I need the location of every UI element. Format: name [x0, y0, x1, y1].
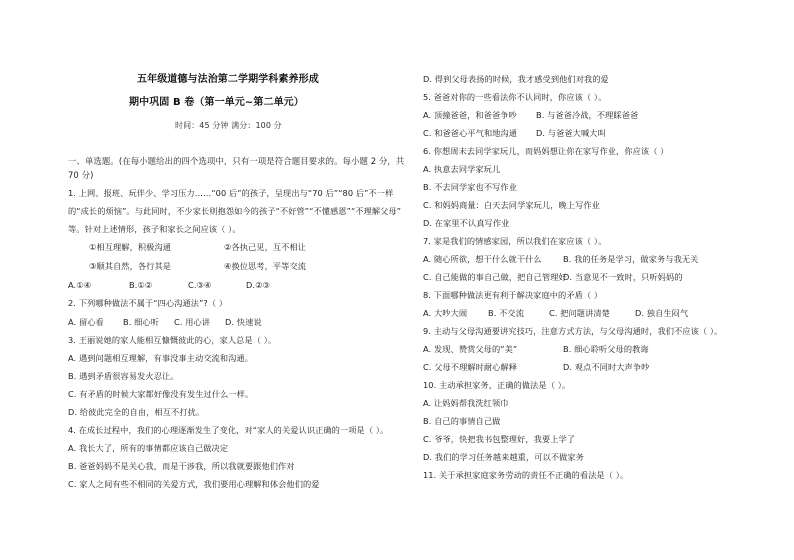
q1-option-c: C.③④	[188, 280, 212, 290]
q5-option-a: A. 顶撞爸爸，和爸爸争吵	[423, 110, 517, 120]
q3-stem: 3. 王丽说她的家人能相互慷慨彼此的心，家人总是（ ）。	[68, 335, 277, 345]
q7-stem: 7. 家是我们的情感家园，所以我们在家应该（ ）。	[423, 236, 607, 246]
q1-option-b: B.①②	[129, 280, 153, 290]
q6-option-c: C. 和妈妈商量：白天去同学家玩儿，晚上写作业	[423, 200, 600, 210]
q1-statement-3: ③顺其自然，各行其是	[89, 261, 172, 271]
q3-option-a: A. 遇到问题相互理解，有事没事主动交流和沟通。	[68, 353, 253, 363]
q2-option-d: D. 快速说	[225, 317, 262, 327]
q1-option-d: D.②③	[246, 280, 270, 290]
q10-stem: 10. 主动承担家务，正确的做法是（ ）。	[423, 380, 571, 390]
q3-option-d: D. 给彼此完全的自由，相互不打扰。	[68, 407, 205, 417]
q10-option-c: C. 爷爷，快把我书包整理好，我要上学了	[423, 434, 576, 444]
q6-option-a: A. 执意去同学家玩儿	[423, 164, 501, 174]
exam-title-line1: 五年级道德与法治第二学期学科素养形成	[137, 74, 319, 85]
q3-option-c: C. 有矛盾的时候大家都好像没有发生过什么一样。	[68, 389, 254, 399]
q11-stem: 11. 关于承担家庭家务劳动的责任不正确的看法是（ ）。	[423, 470, 629, 480]
q9-option-a: A. 发现、赞赏父母的“美”	[423, 344, 518, 354]
q8-option-c: C. 把问题讲清楚	[549, 308, 610, 318]
q5-option-b: B. 与爸爸冷战，不理睬爸爸	[536, 110, 639, 120]
q7-option-b: B. 我的任务是学习，做家务与我无关	[563, 254, 699, 264]
q8-option-a: A. 大吵大闹	[423, 308, 468, 318]
q1-option-a: A.①④	[68, 280, 92, 290]
section-heading: 一、单选题。(在每小题给出的四个选项中，只有一项是符合题目要求的。每小题 2 分，共	[68, 156, 405, 166]
q9-option-c: C. 父母不理解时耐心解释	[423, 362, 518, 372]
q9-stem: 9. 主动与父母沟通要讲究技巧，注意方式方法，与父母沟通时，我们不应该（ ）。	[423, 326, 723, 336]
q9-option-b: B. 细心聆听父母的教诲	[563, 344, 649, 354]
q8-option-d: D. 独自生闷气	[635, 308, 689, 318]
exam-meta: 时间：45 分钟 满分：100 分	[175, 121, 282, 130]
q4-option-d: D. 得到父母表扬的时候，我才感受到他们对我的爱	[423, 74, 609, 84]
q6-option-b: B. 不去同学家也不写作业	[423, 182, 517, 192]
q3-option-b: B. 遇到矛盾很容易发火忍让。	[68, 371, 179, 381]
q1-stem-line3: 等。针对上述情形，孩子和家长之间应该（ ）。	[68, 224, 241, 234]
q10-option-d: D. 我们的学习任务越来越重，可以不做家务	[423, 452, 584, 462]
q7-option-c: C. 自己能做的事自己做，把自己管理好	[423, 272, 567, 282]
q10-option-a: A. 让妈妈帮我洗红领巾	[423, 398, 509, 408]
q2-option-c: C. 用心讲	[174, 317, 211, 327]
q4-stem: 4. 在成长过程中，我们的心理逐渐发生了变化，对“家人的关爱认识正确的一项是（ ）。	[68, 425, 389, 435]
q1-stem-line1: 1. 上网、报班、玩伴少、学习压力……“00 后”的孩子，呈现出与“70 后”“80 后”不一样	[68, 188, 394, 198]
q10-option-b: B. 自己的事情自己做	[423, 416, 501, 426]
q9-option-d: D. 观点不同时大声争吵	[563, 362, 650, 372]
section-heading-cont: 70 分)	[68, 170, 94, 180]
q4-option-b: B. 爸爸妈妈不是关心我，而是干涉我，所以我就要跟他们作对	[68, 461, 295, 471]
q4-option-c: C. 家人之间有些不相同的关爱方式，我们要用心理解和体会他们的爱	[68, 479, 320, 489]
q1-statement-1: ①相互理解，积极沟通	[89, 242, 172, 252]
q1-stem-line2: 的“成长的烦恼”。与此同时，不少家长则抱怨如今的孩子“不好管”“不懂感恩”“不理解父母”	[68, 206, 402, 216]
q8-stem: 8. 下面哪种做法更有利于解决家庭中的矛盾（ ）	[423, 290, 603, 300]
q5-option-d: D. 与爸爸大喊大叫	[536, 128, 606, 138]
q5-option-c: C. 和爸爸心平气和地沟通	[423, 128, 518, 138]
exam-title-line2: 期中巩固 B 卷（第一单元~第二单元）	[129, 97, 304, 108]
q1-statement-4: ④换位思考，平等交流	[224, 261, 307, 271]
q7-option-a: A. 随心所欲，想干什么就干什么	[423, 254, 542, 264]
q7-option-d: D. 当意见不一致时，只听妈妈的	[563, 272, 683, 282]
q2-stem: 2. 下列哪种做法不属于“四心沟通法”?（ ）	[68, 298, 228, 308]
q2-option-b: B. 细心听	[123, 317, 159, 327]
q1-statement-2: ②各执己见，互不相让	[224, 242, 307, 252]
q4-option-a: A. 我长大了，所有的事情都应该自己做决定	[68, 443, 229, 453]
q2-option-a: A. 留心看	[68, 317, 104, 327]
q6-stem: 6. 你想周末去同学家玩儿，而妈妈想让你在家写作业，你应该（ ）	[423, 146, 669, 156]
q5-stem: 5. 爸爸对你的一些看法你不认同时，你应该（ ）。	[423, 92, 607, 102]
q6-option-d: D. 在家里不认真写作业	[423, 218, 510, 228]
q8-option-b: B. 不交流	[488, 308, 524, 318]
